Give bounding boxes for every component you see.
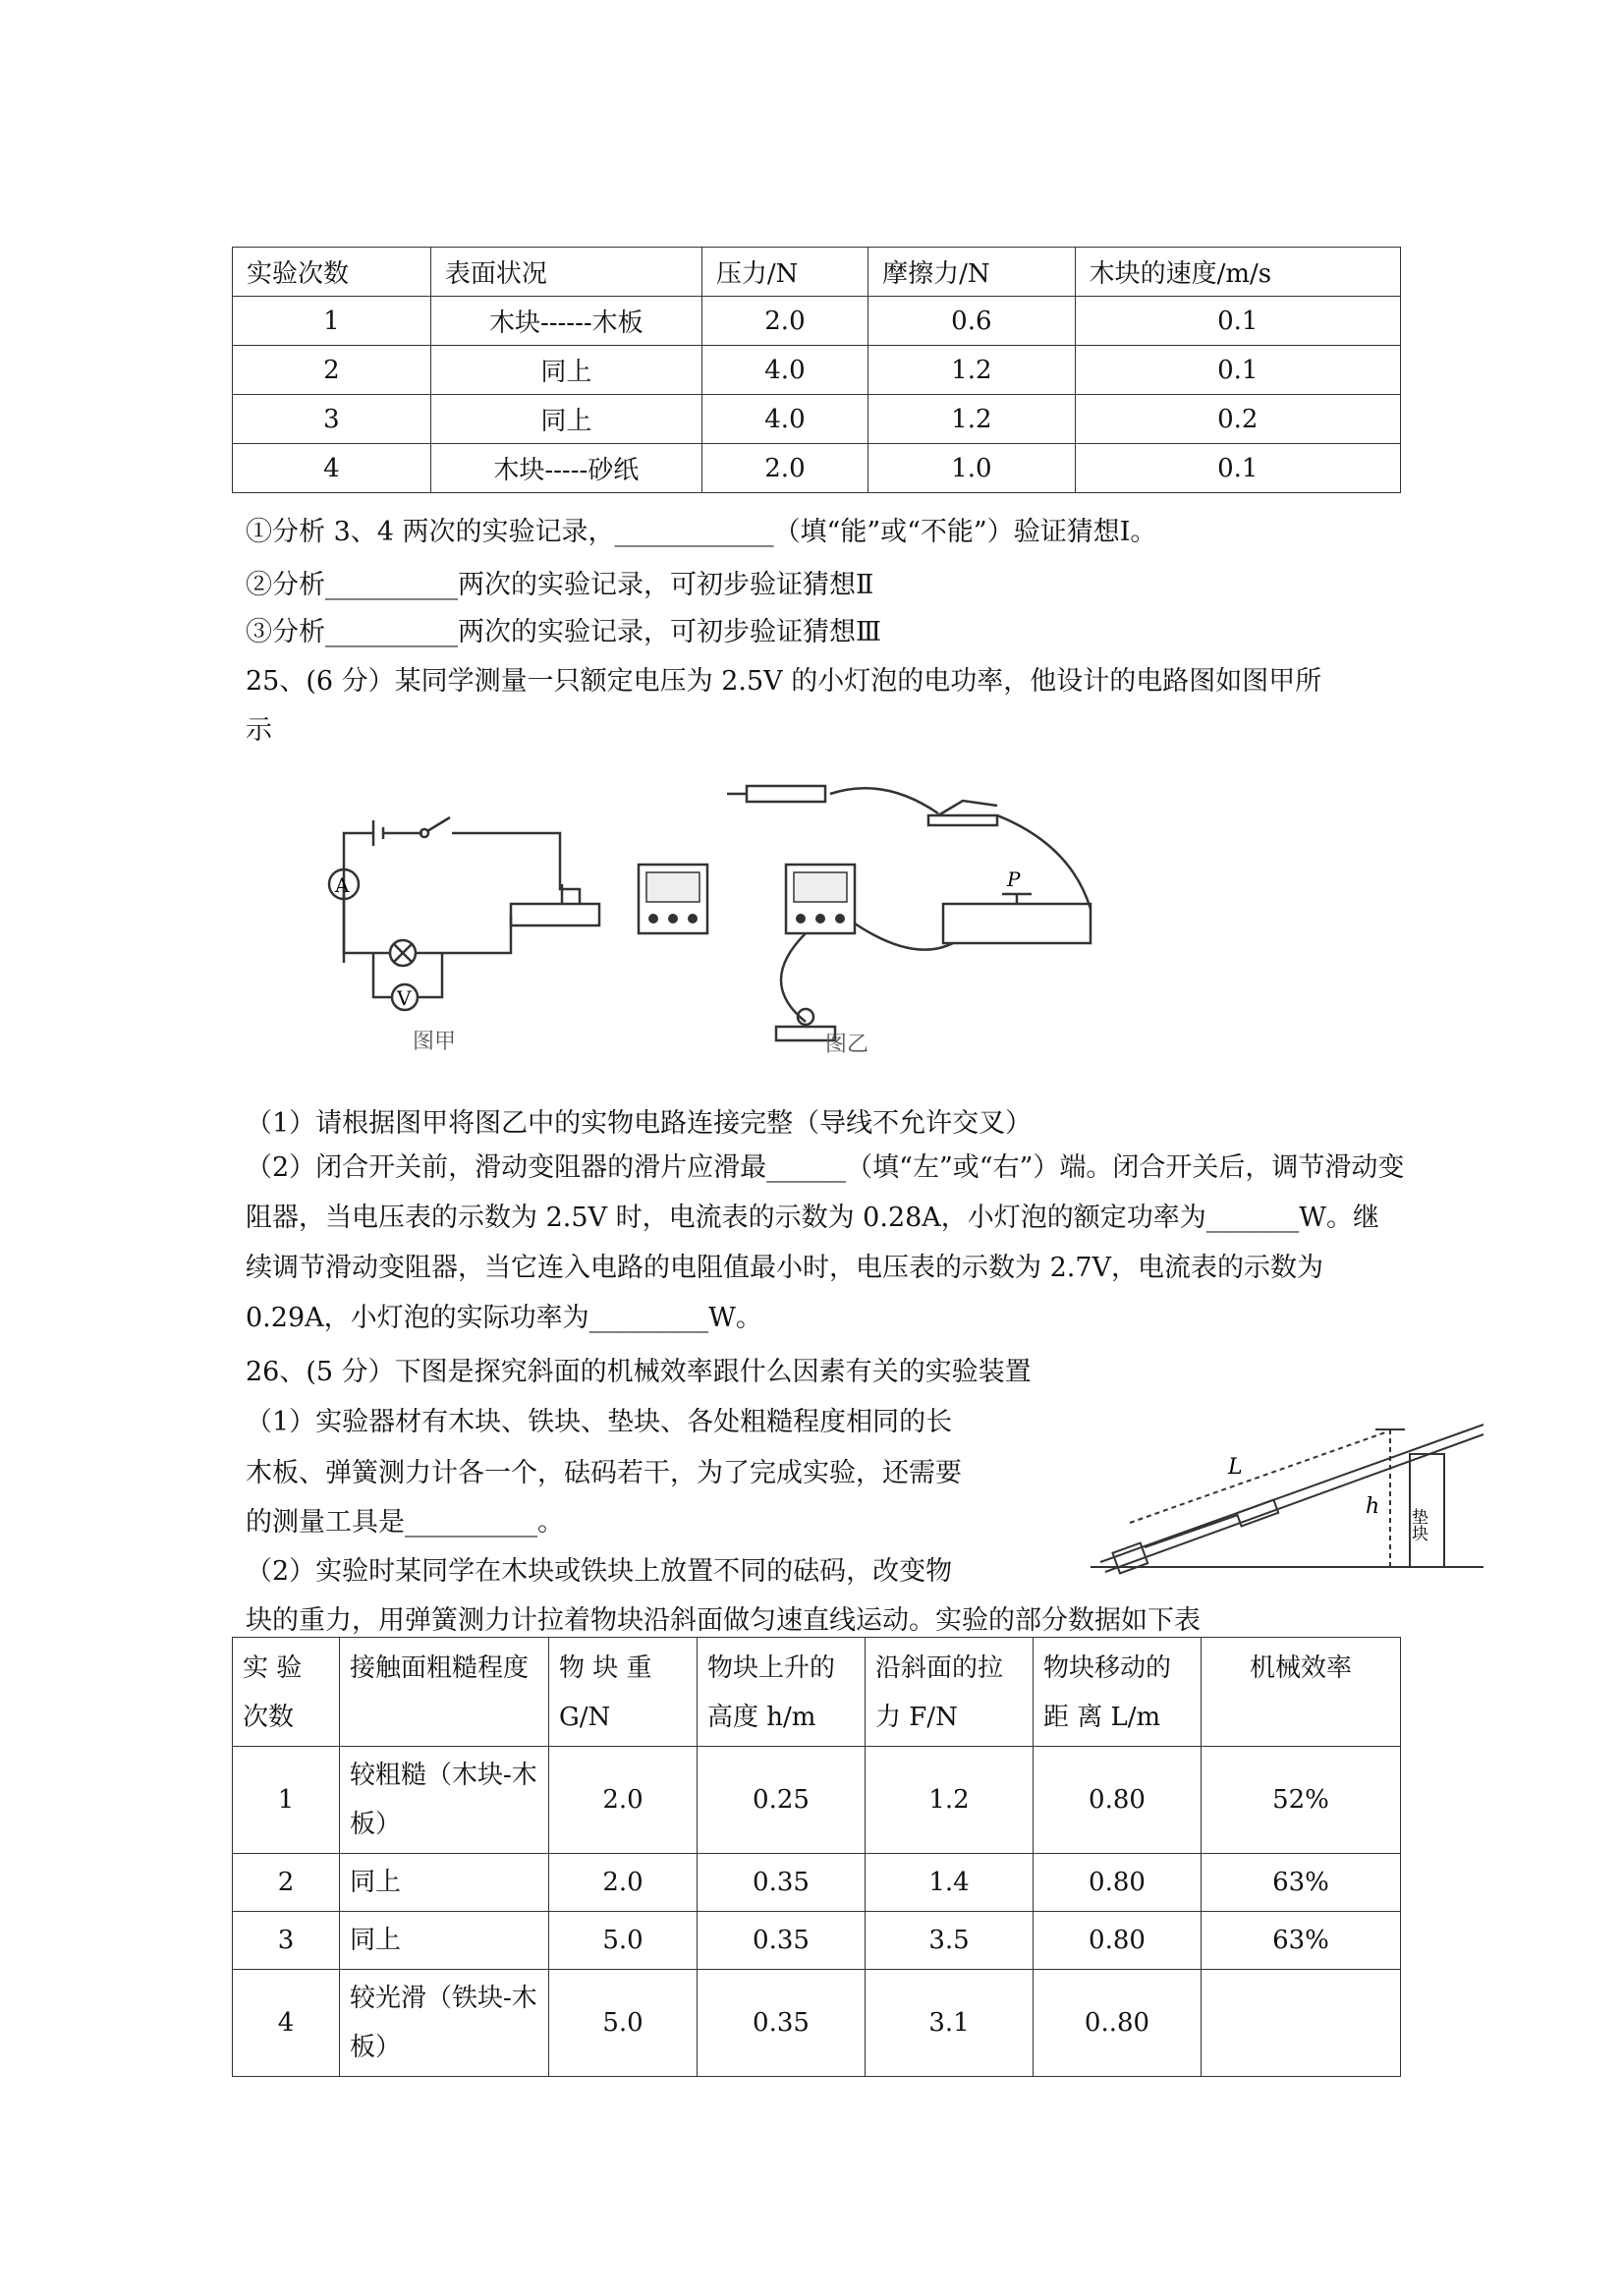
q26-item-1-line-3: 的测量工具是__________。 <box>246 1507 564 1538</box>
table-cell: 52% <box>1202 1747 1401 1854</box>
incline-efficiency-table <box>232 1637 1401 2077</box>
table-header-cell: 接触面粗糙程度 <box>340 1638 549 1747</box>
table-cell: 2.0 <box>549 1747 698 1854</box>
table-cell: 1.2 <box>866 1747 1034 1854</box>
table-cell: 2.0 <box>701 444 867 493</box>
table-cell: 0.2 <box>1075 395 1400 444</box>
table-header-cell: 物块上升的高度 h/m <box>698 1638 866 1747</box>
table-cell: 较粗糙（木块-木板） <box>340 1747 549 1854</box>
table-cell: 63% <box>1202 1854 1401 1912</box>
q26-item-1-line-1: （1）实验器材有木块、铁块、垫块、各处粗糙程度相同的长 <box>246 1407 953 1437</box>
table-header-cell: 机械效率 <box>1202 1638 1401 1747</box>
table-cell: 0.80 <box>1034 1747 1202 1854</box>
q24-item-1: ①分析 3、4 两次的实验记录，____________（填“能”或“不能”）验证猜想Ⅰ。 <box>246 517 1157 547</box>
q26-item-2-line-2: 块的重力，用弹簧测力计拉着物块沿斜面做匀速直线运动。实验的部分数据如下表 <box>246 1605 1201 1636</box>
table-header-cell: 实 验 次数 <box>233 1638 340 1747</box>
table-row <box>233 444 1401 493</box>
table-cell: 0.1 <box>1075 346 1400 395</box>
table-cell: 木块-----砂纸 <box>430 444 701 493</box>
table-cell: 0.80 <box>1034 1854 1202 1912</box>
table-cell: 1.0 <box>868 444 1076 493</box>
table-cell: 同上 <box>430 395 701 444</box>
voltmeter-label: V <box>397 986 412 1010</box>
table-cell: 0.25 <box>698 1747 866 1854</box>
incline-figure <box>1081 1405 1493 1582</box>
figure-a-caption: 图甲 <box>413 1030 457 1054</box>
table-cell: 1.2 <box>868 346 1076 395</box>
length-label: L <box>1228 1455 1243 1480</box>
table-cell: 4.0 <box>701 395 867 444</box>
table-cell: 2.0 <box>549 1854 698 1912</box>
table-cell: 0..80 <box>1034 1970 1202 2077</box>
table-cell: 0.35 <box>698 1970 866 2077</box>
table-row <box>233 346 1401 395</box>
table-header-cell: 物块移动的 距 离 L/m <box>1034 1638 1202 1747</box>
table-row <box>233 297 1401 346</box>
table-cell: 1.2 <box>868 395 1076 444</box>
table-row <box>233 1970 1401 2077</box>
table-cell: 4 <box>233 1970 340 2077</box>
table-header-cell: 压力/N <box>701 248 867 297</box>
table-cell: 较光滑（铁块-木板） <box>340 1970 549 2077</box>
table-cell: 0.1 <box>1075 297 1400 346</box>
table-cell: 3.1 <box>866 1970 1034 2077</box>
table-cell: 1 <box>233 1747 340 1854</box>
table-cell: 1.4 <box>866 1854 1034 1912</box>
q26-item-2-line-1: （2）实验时某同学在木块或铁块上放置不同的砝码，改变物 <box>246 1556 953 1587</box>
table-cell: 同上 <box>340 1854 549 1912</box>
figure-b-caption: 图乙 <box>825 1033 869 1057</box>
q24-item-2: ②分析__________两次的实验记录，可初步验证猜想Ⅱ <box>246 570 874 600</box>
table-header-cell: 沿斜面的拉力 F/N <box>866 1638 1034 1747</box>
table-cell: 0.1 <box>1075 444 1400 493</box>
table-cell: 5.0 <box>549 1970 698 2077</box>
table-cell: 5.0 <box>549 1912 698 1970</box>
table-cell: 4 <box>233 444 431 493</box>
table-cell: 0.80 <box>1034 1912 1202 1970</box>
q24-item-3: ③分析__________两次的实验记录，可初步验证猜想Ⅲ <box>246 617 882 647</box>
table-header-cell: 实验次数 <box>233 248 431 297</box>
table-row <box>233 1912 1401 1970</box>
height-label: h <box>1366 1494 1380 1519</box>
table-cell <box>1202 1970 1401 2077</box>
table-cell: 2.0 <box>701 297 867 346</box>
table-cell: 3 <box>233 395 431 444</box>
friction-data-table <box>232 247 1401 493</box>
q25-title-line-2: 示 <box>246 715 272 746</box>
table-cell: 2 <box>233 1854 340 1912</box>
table-cell: 0.35 <box>698 1854 866 1912</box>
table-cell: 0.35 <box>698 1912 866 1970</box>
table-header-cell: 摩擦力/N <box>868 248 1076 297</box>
slider-label: P <box>1007 868 1021 891</box>
table-cell: 0.6 <box>868 297 1076 346</box>
q25-item-2: （2）闭合开关前，滑动变阻器的滑片应滑最______（填“左”或“右”）端。闭合开关后，调节滑动变阻器，当电压表的示数为 2.5V 时，电流表的示数为 0.28A，小灯泡的额定功率为_______W。继续调节滑动变阻器，当它连入电路的电阻值最小时，电压表的示数为 2.7V，电流表的示数为 0.29A，小灯泡的实际功率为_________W。 <box>246 1152 1405 1333</box>
table-row <box>233 1854 1401 1912</box>
table-row <box>233 395 1401 444</box>
table-row <box>233 1747 1401 1854</box>
q26-item-1-line-2: 木板、弹簧测力计各一个，砝码若干，为了完成实验，还需要 <box>246 1458 962 1488</box>
q25-title-line-1: 25、(6 分）某同学测量一只额定电压为 2.5V 的小灯泡的电功率，他设计的电路图如图甲所 <box>246 666 1322 697</box>
q26-title: 26、(5 分）下图是探究斜面的机械效率跟什么因素有关的实验装置 <box>246 1357 1032 1387</box>
table-cell: 2 <box>233 346 431 395</box>
table-cell: 同上 <box>340 1912 549 1970</box>
table-cell: 63% <box>1202 1912 1401 1970</box>
table-cell: 木块------木板 <box>430 297 701 346</box>
block-label: 垫块 <box>1408 1508 1427 1541</box>
table-cell: 1 <box>233 297 431 346</box>
table-cell: 同上 <box>430 346 701 395</box>
table-header-cell: 物 块 重 G/N <box>549 1638 698 1747</box>
circuit-figure <box>314 766 1159 1061</box>
table-cell: 3 <box>233 1912 340 1970</box>
table-header-row <box>233 1638 1401 1747</box>
table-cell: 3.5 <box>866 1912 1034 1970</box>
table-header-cell: 表面状况 <box>430 248 701 297</box>
table-header-row <box>233 248 1401 297</box>
table-cell: 4.0 <box>701 346 867 395</box>
q25-item-1: （1）请根据图甲将图乙中的实物电路连接完整（导线不允许交叉） <box>246 1108 1033 1139</box>
table-header-cell: 木块的速度/m/s <box>1075 248 1400 297</box>
ammeter-label: A <box>335 873 350 897</box>
